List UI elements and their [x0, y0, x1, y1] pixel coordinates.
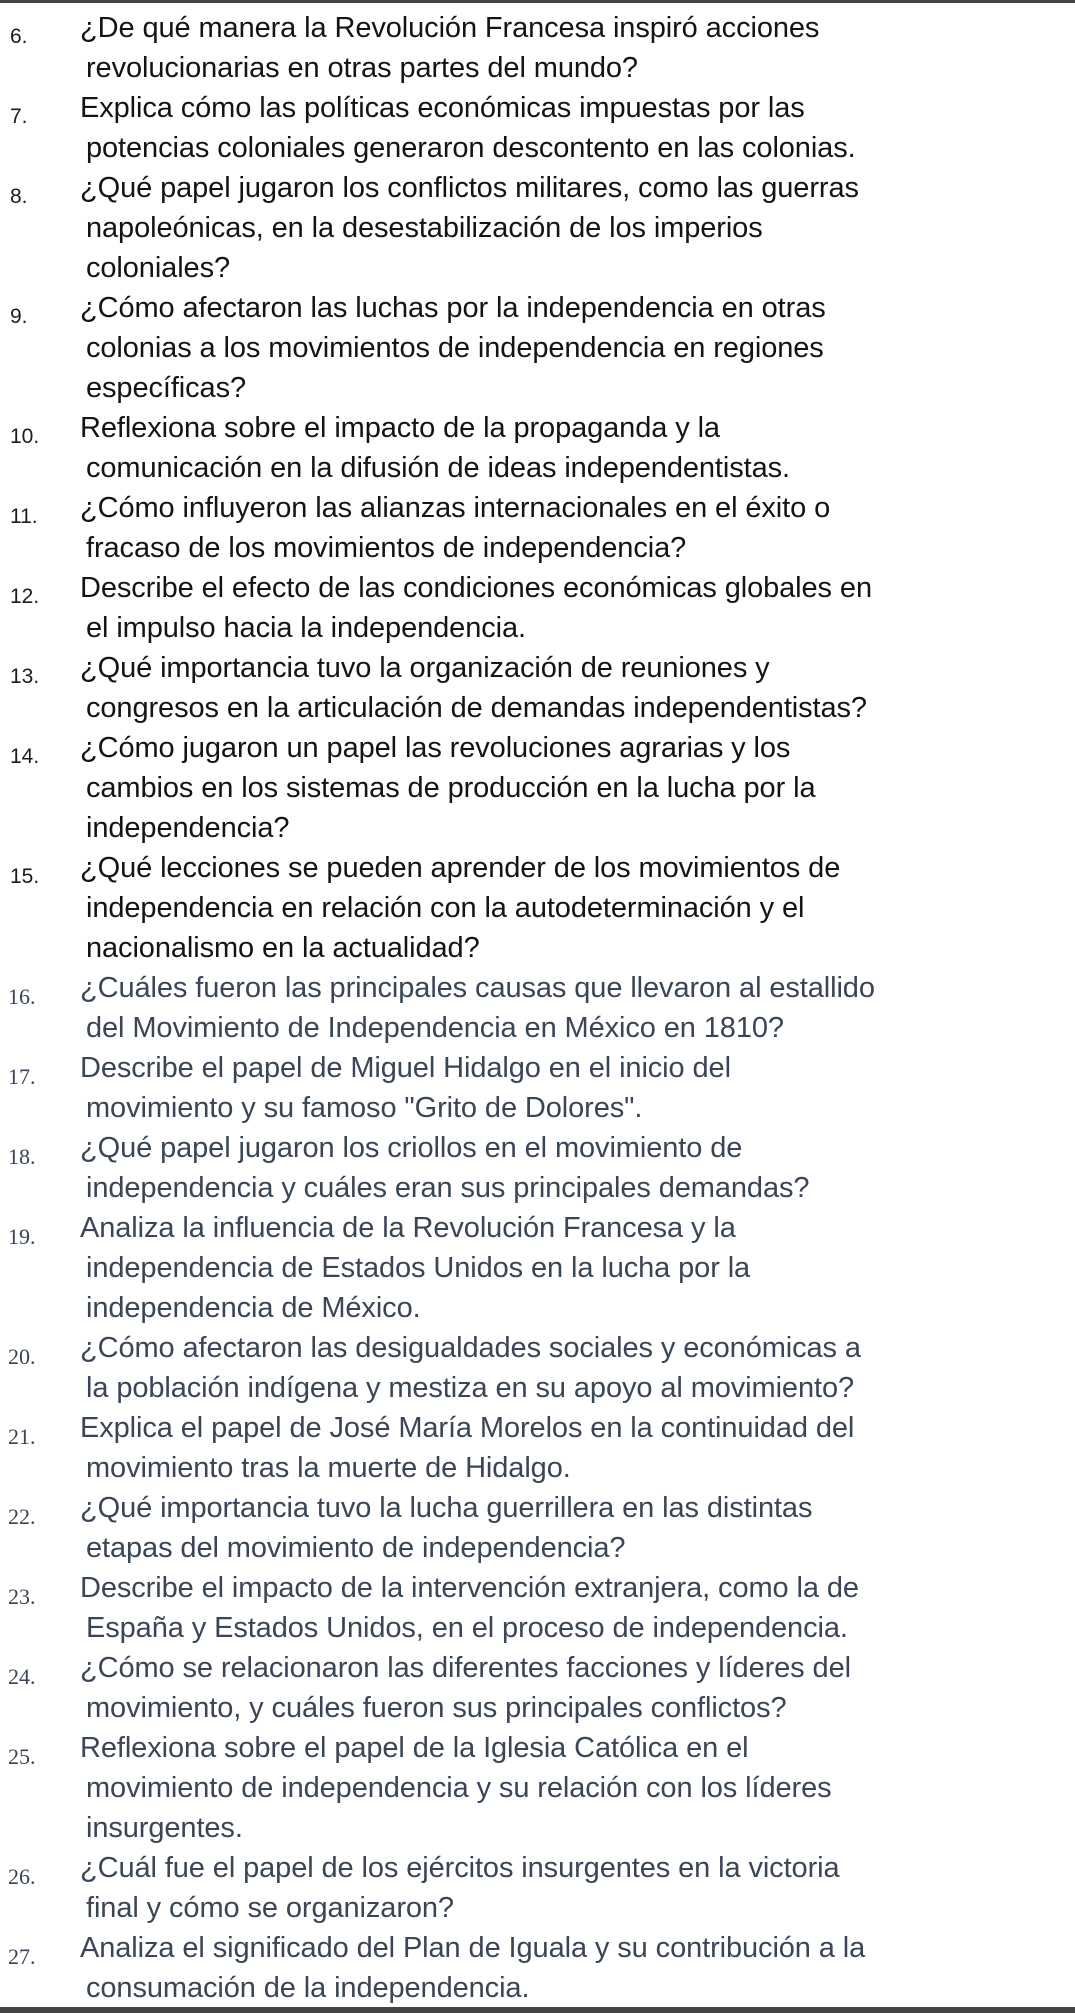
- question-text-line: Reflexiona sobre el impacto de la propaganda y la: [80, 412, 720, 444]
- question-text-line: ¿Cómo jugaron un papel las revoluciones agrarias y los: [80, 732, 791, 764]
- question-text-line: el impulso hacia la independencia.: [86, 612, 526, 644]
- question-text-line: coloniales?: [86, 252, 230, 284]
- question-text: [80, 1568, 1061, 1648]
- question-text-line: movimiento tras la muerte de Hidalgo.: [86, 1452, 571, 1484]
- question-text-line: consumación de la independencia.: [86, 1972, 530, 2004]
- question-text-line: independencia de México.: [86, 1292, 421, 1324]
- question-number: 15.: [10, 865, 40, 888]
- bottom-divider: [0, 2007, 1075, 2013]
- question-text-line: independencia?: [86, 812, 290, 844]
- question-text-line: etapas del movimiento de independencia?: [86, 1532, 626, 1564]
- question-number: 10.: [10, 425, 40, 448]
- question-text: [80, 1408, 1061, 1488]
- question-text-line: ¿Cuál fue el papel de los ejércitos insurgentes en la victoria: [80, 1852, 840, 1884]
- question-text-line: del Movimiento de Independencia en México en 1810?: [86, 1012, 784, 1044]
- question-text-line: la población indígena y mestiza en su apoyo al movimiento?: [86, 1372, 854, 1404]
- question-text-line: napoleónicas, en la desestabilización de los imperios: [86, 212, 763, 244]
- question-text-line: revolucionarias en otras partes del mundo?: [86, 52, 638, 84]
- question-number: 9.: [10, 305, 28, 328]
- top-divider: [0, 0, 1075, 3]
- question-text: [80, 648, 1061, 728]
- question-number: 24.: [8, 1664, 36, 1689]
- question-text-line: ¿Cómo se relacionaron las diferentes facciones y líderes del: [80, 1652, 851, 1684]
- question-text: [80, 288, 1061, 408]
- question-number: 19.: [8, 1224, 36, 1249]
- question-text-line: ¿Qué papel jugaron los criollos en el movimiento de: [80, 1132, 743, 1164]
- question-number: 14.: [10, 745, 40, 768]
- question-text-line: cambios en los sistemas de producción en la lucha por la: [86, 772, 816, 804]
- question-text-line: independencia de Estados Unidos en la lucha por la: [86, 1252, 751, 1284]
- question-text-line: Analiza la influencia de la Revolución Francesa y la: [80, 1212, 736, 1244]
- question-text-line: colonias a los movimientos de independencia en regiones: [86, 332, 824, 364]
- question-number: 21.: [8, 1424, 36, 1449]
- question-text-line: Describe el papel de Miguel Hidalgo en el inicio del: [80, 1052, 731, 1084]
- question-text: [80, 1128, 1061, 1208]
- question-text-line: ¿Qué papel jugaron los conflictos militares, como las guerras: [80, 172, 859, 204]
- question-text-line: independencia y cuáles eran sus principales demandas?: [86, 1172, 810, 1204]
- question-number: 13.: [10, 665, 40, 688]
- question-text-line: final y cómo se organizaron?: [86, 1892, 454, 1924]
- question-text-line: ¿Cómo influyeron las alianzas internacionales en el éxito o: [80, 492, 831, 524]
- question-text-line: específicas?: [86, 372, 246, 404]
- question-text-line: Describe el impacto de la intervención extranjera, como la de: [80, 1572, 859, 1604]
- question-number: 18.: [8, 1144, 36, 1169]
- question-text-line: Explica el papel de José María Morelos en la continuidad del: [80, 1412, 855, 1444]
- question-text-line: ¿Qué importancia tuvo la lucha guerrillera en las distintas: [80, 1492, 813, 1524]
- question-text-line: nacionalismo en la actualidad?: [86, 932, 480, 964]
- question-text-line: potencias coloniales generaron descontento en las colonias.: [86, 132, 856, 164]
- question-number: 27.: [8, 1944, 36, 1969]
- question-number: 8.: [10, 185, 28, 208]
- question-text-line: fracaso de los movimientos de independencia?: [86, 532, 687, 564]
- question-text-line: Reflexiona sobre el papel de la Iglesia Católica en el: [80, 1732, 749, 1764]
- question-text: [80, 968, 1061, 1048]
- question-text-line: Describe el efecto de las condiciones económicas globales en: [80, 572, 872, 604]
- question-text: [80, 728, 1061, 848]
- question-text-line: ¿De qué manera la Revolución Francesa inspiró acciones: [80, 12, 820, 44]
- question-text-line: independencia en relación con la autodeterminación y el: [86, 892, 805, 924]
- question-number: 7.: [10, 105, 28, 128]
- question-text: [80, 1928, 1061, 2008]
- question-text: [80, 1848, 1061, 1928]
- question-text: [80, 1208, 1061, 1328]
- question-text-line: España y Estados Unidos, en el proceso de independencia.: [86, 1612, 848, 1644]
- question-number: 17.: [8, 1064, 36, 1089]
- question-text-line: ¿Cómo afectaron las luchas por la independencia en otras: [80, 292, 826, 324]
- question-text: [80, 88, 1061, 168]
- question-text: [80, 8, 1061, 88]
- question-text-line: insurgentes.: [86, 1812, 243, 1844]
- question-text: [80, 1328, 1061, 1408]
- question-text-line: ¿Qué importancia tuvo la organización de reuniones y: [80, 652, 770, 684]
- question-text: [80, 488, 1061, 568]
- question-number: 16.: [8, 984, 36, 1009]
- question-text-line: congresos en la articulación de demandas independentistas?: [86, 692, 867, 724]
- question-text: [80, 1488, 1061, 1568]
- question-text-line: ¿Cuáles fueron las principales causas que llevaron al estallido: [80, 972, 875, 1004]
- question-number: 20.: [8, 1344, 36, 1369]
- question-number: 6.: [10, 25, 28, 48]
- question-text-line: ¿Qué lecciones se pueden aprender de los movimientos de: [80, 852, 841, 884]
- question-text-line: movimiento de independencia y su relación con los líderes: [86, 1772, 832, 1804]
- question-text: [80, 1728, 1061, 1848]
- question-number: 11.: [10, 505, 38, 528]
- question-text: [80, 848, 1061, 968]
- question-text: [80, 1648, 1061, 1728]
- question-text-line: comunicación en la difusión de ideas independentistas.: [86, 452, 790, 484]
- question-text-line: movimiento, y cuáles fueron sus principales conflictos?: [86, 1692, 787, 1724]
- question-number: 12.: [10, 585, 40, 608]
- question-text: [80, 568, 1061, 648]
- question-text-line: Analiza el significado del Plan de Iguala y su contribución a la: [80, 1932, 866, 1964]
- question-text: [80, 408, 1061, 488]
- question-number: 23.: [8, 1584, 36, 1609]
- question-number: 22.: [8, 1504, 36, 1529]
- question-text: [80, 168, 1061, 288]
- question-text-line: Explica cómo las políticas económicas impuestas por las: [80, 92, 805, 124]
- question-text: [80, 1048, 1061, 1128]
- question-number: 25.: [8, 1744, 36, 1769]
- question-text-line: ¿Cómo afectaron las desigualdades sociales y económicas a: [80, 1332, 861, 1364]
- question-text-line: movimiento y su famoso "Grito de Dolores".: [86, 1092, 643, 1124]
- question-number: 26.: [8, 1864, 36, 1889]
